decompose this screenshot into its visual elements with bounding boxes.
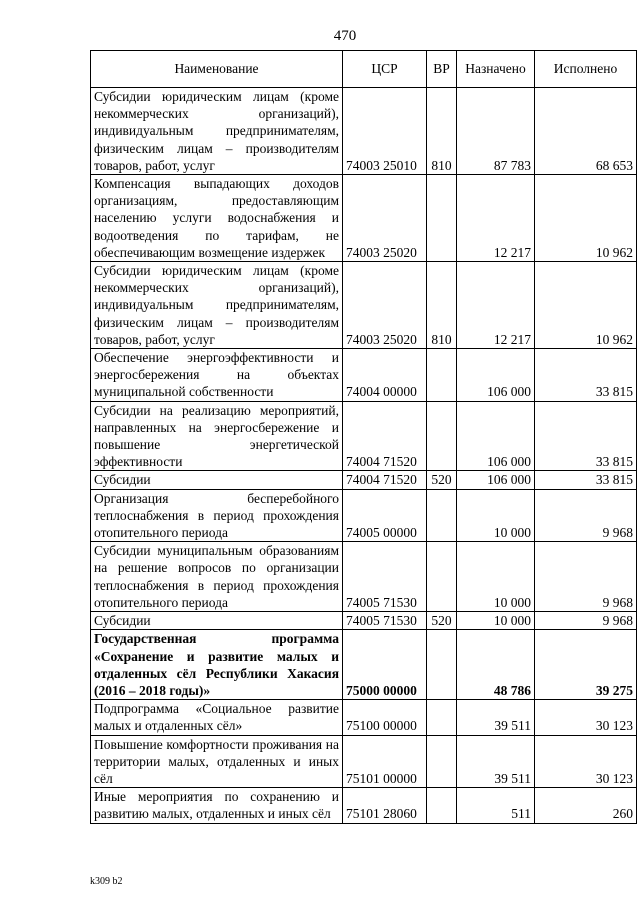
cell-vr [427, 735, 457, 788]
table-row [91, 88, 637, 175]
cell-csr: 75101 00000 [343, 735, 427, 788]
cell-assigned: 48 786 [457, 630, 535, 700]
cell-assigned: 10 000 [457, 612, 535, 630]
cell-vr [427, 700, 457, 735]
table-row [91, 735, 637, 788]
cell-executed: 10 962 [535, 175, 637, 262]
cell-vr [427, 401, 457, 471]
cell-name: Организация бесперебойного теплоснабжения в период прохождения отопительного периода [91, 489, 343, 542]
cell-vr [427, 175, 457, 262]
cell-vr [427, 788, 457, 823]
cell-assigned: 39 511 [457, 735, 535, 788]
cell-assigned: 12 217 [457, 175, 535, 262]
cell-name: Субсидии юридическим лицам (кроме некоммерческих организаций), индивидуальным предпринимателям, физическим лицам – производителям товаров, работ, услуг [91, 88, 343, 175]
cell-executed: 30 123 [535, 735, 637, 788]
cell-assigned: 10 000 [457, 489, 535, 542]
table-row [91, 349, 637, 402]
table-row [91, 175, 637, 262]
cell-executed: 68 653 [535, 88, 637, 175]
cell-csr: 74004 71520 [343, 401, 427, 471]
cell-assigned: 87 783 [457, 88, 535, 175]
cell-csr: 74005 71530 [343, 542, 427, 612]
table-row [91, 612, 637, 630]
cell-assigned: 106 000 [457, 349, 535, 402]
header-csr: ЦСР [343, 51, 427, 88]
cell-executed: 260 [535, 788, 637, 823]
cell-executed: 33 815 [535, 471, 637, 489]
cell-csr: 75000 00000 [343, 630, 427, 700]
cell-name: Субсидии на реализацию мероприятий, направленных на энергосбережение и повышение энергетической эффективности [91, 401, 343, 471]
cell-assigned: 106 000 [457, 401, 535, 471]
cell-name: Государственная программа «Сохранение и развитие малых и отдаленных сёл Республики Хакасия (2016 – 2018 годы)» [91, 630, 343, 700]
table-header-row [91, 51, 637, 88]
cell-name: Компенсация выпадающих доходов организациям, предоставляющим населению услуги водоснабжения и водоотведения по тарифам, не обеспечивающим возмещение издержек [91, 175, 343, 262]
cell-executed: 30 123 [535, 700, 637, 735]
cell-csr: 75101 28060 [343, 788, 427, 823]
cell-name: Иные мероприятия по сохранению и развитию малых, отдаленных и иных сёл [91, 788, 343, 823]
cell-csr: 75100 00000 [343, 700, 427, 735]
cell-vr: 810 [427, 262, 457, 349]
cell-assigned: 511 [457, 788, 535, 823]
table-row [91, 788, 637, 823]
cell-csr: 74004 71520 [343, 471, 427, 489]
cell-executed: 9 968 [535, 542, 637, 612]
cell-assigned: 39 511 [457, 700, 535, 735]
table-row [91, 401, 637, 471]
cell-assigned: 12 217 [457, 262, 535, 349]
table-body [91, 88, 637, 824]
cell-name: Подпрограмма «Социальное развитие малых и отдаленных сёл» [91, 700, 343, 735]
table-row [91, 262, 637, 349]
cell-vr: 520 [427, 471, 457, 489]
table-row [91, 471, 637, 489]
cell-vr: 810 [427, 88, 457, 175]
header-executed: Исполнено [535, 51, 637, 88]
cell-vr [427, 489, 457, 542]
cell-assigned: 10 000 [457, 542, 535, 612]
cell-vr [427, 349, 457, 402]
budget-table [90, 50, 637, 824]
cell-executed: 33 815 [535, 349, 637, 402]
cell-name: Субсидии муниципальным образованиям на решение вопросов по организации теплоснабжения в период прохождения отопительного периода [91, 542, 343, 612]
cell-csr: 74005 71530 [343, 612, 427, 630]
cell-name: Субсидии [91, 612, 343, 630]
table-row [91, 542, 637, 612]
page-number: 470 [333, 28, 357, 44]
cell-executed: 33 815 [535, 401, 637, 471]
cell-name: Субсидии [91, 471, 343, 489]
cell-name: Повышение комфортности проживания на территории малых, отдаленных и иных сёл [91, 735, 343, 788]
table-row [91, 630, 637, 700]
header-vr: ВР [427, 51, 457, 88]
footer-code: k309 b2 [90, 876, 123, 887]
cell-name: Обеспечение энергоэффективности и энергосбережения на объектах муниципальной собственности [91, 349, 343, 402]
cell-assigned: 106 000 [457, 471, 535, 489]
table-row [91, 489, 637, 542]
cell-vr [427, 630, 457, 700]
cell-csr: 74003 25020 [343, 262, 427, 349]
header-assigned: Назначено [457, 51, 535, 88]
cell-csr: 74003 25010 [343, 88, 427, 175]
header-name: Наименование [91, 51, 343, 88]
cell-csr: 74005 00000 [343, 489, 427, 542]
cell-name: Субсидии юридическим лицам (кроме некоммерческих организаций), индивидуальным предпринимателям, физическим лицам – производителям товаров, работ, услуг [91, 262, 343, 349]
cell-executed: 9 968 [535, 612, 637, 630]
cell-vr: 520 [427, 612, 457, 630]
cell-executed: 9 968 [535, 489, 637, 542]
cell-csr: 74003 25020 [343, 175, 427, 262]
cell-executed: 39 275 [535, 630, 637, 700]
cell-csr: 74004 00000 [343, 349, 427, 402]
table-row [91, 700, 637, 735]
cell-executed: 10 962 [535, 262, 637, 349]
cell-vr [427, 542, 457, 612]
